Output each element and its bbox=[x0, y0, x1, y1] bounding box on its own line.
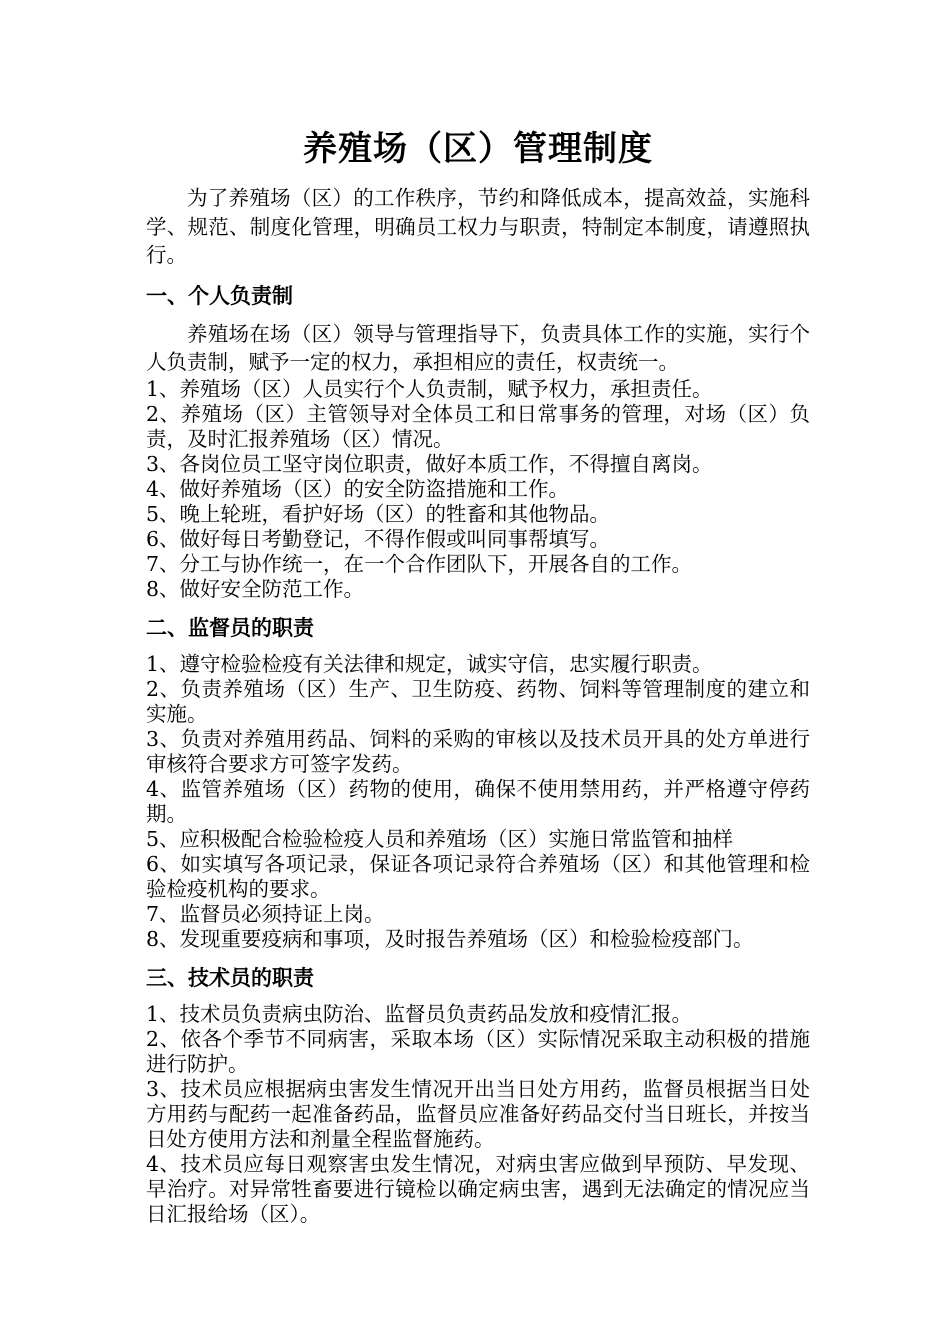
list-item: 1、技术员负责病虫防治、监督员负责药品发放和疫情汇报。 bbox=[146, 1001, 693, 1026]
section-heading: 三、技术员的职责 bbox=[146, 965, 314, 990]
list-item: 2、依各个季节不同病害，采取本场（区）实际情况采取主动积极的措施进行防护。 bbox=[146, 1026, 810, 1076]
section-supervisor-duties bbox=[146, 614, 810, 952]
list-item: 2、养殖场（区）主管领导对全体员工和日常事务的管理，对场（区）负责，及时汇报养殖场（区）情况。 bbox=[146, 401, 810, 451]
list-item: 5、应积极配合检验检疫人员和养殖场（区）实施日常监管和抽样 bbox=[146, 826, 734, 851]
list-item: 4、监管养殖场（区）药物的使用，确保不使用禁用药，并严格遵守停药期。 bbox=[146, 776, 810, 826]
list-item: 5、晚上轮班，看护好场（区）的牲畜和其他物品。 bbox=[146, 501, 611, 526]
list-item: 3、负责对养殖用药品、饲料的采购的审核以及技术员开具的处方单进行审核符合要求方可签字发药。 bbox=[146, 726, 810, 776]
list-item: 1、遵守检验检疫有关法律和规定，诚实守信，忠实履行职责。 bbox=[146, 651, 713, 676]
list-item: 4、技术员应每日观察害虫发生情况，对病虫害应做到早预防、早发现、早治疗。对异常牲畜要进行镜检以确定病虫害，遇到无法确定的情况应当日汇报给场（区）。 bbox=[146, 1151, 810, 1226]
list-item: 8、发现重要疫病和事项，及时报告养殖场（区）和检验检疫部门。 bbox=[146, 926, 754, 951]
list-item: 6、做好每日考勤登记，不得作假或叫同事帮填写。 bbox=[146, 526, 611, 551]
list-item: 3、技术员应根据病虫害发生情况开出当日处方用药，监督员根据当日处方用药与配药一起准备药品，监督员应准备好药品交付当日班长，并按当日处方使用方法和剂量全程监督施药。 bbox=[146, 1076, 810, 1151]
document-title: 养殖场（区）管理制度 bbox=[303, 129, 653, 169]
document-page bbox=[146, 120, 810, 1227]
section-technician-duties bbox=[146, 964, 810, 1227]
list-item: 2、负责养殖场（区）生产、卫生防疫、药物、饲料等管理制度的建立和实施。 bbox=[146, 676, 810, 726]
list-item: 7、分工与协作统一，在一个合作团队下，开展各自的工作。 bbox=[146, 551, 693, 576]
list-item: 4、做好养殖场（区）的安全防盗措施和工作。 bbox=[146, 476, 570, 501]
section-intro: 养殖场在场（区）领导与管理指导下，负责具体工作的实施，实行个人负责制，赋予一定的权力，承担相应的责任，权责统一。 bbox=[146, 321, 810, 374]
document-intro: 为了养殖场（区）的工作秩序，节约和降低成本，提高效益，实施科学、规范、制度化管理，明确员工权力与职责，特制定本制度，请遵照执行。 bbox=[146, 186, 810, 267]
list-item: 6、如实填写各项记录，保证各项记录符合养殖场（区）和其他管理和检验检疫机构的要求。 bbox=[146, 851, 810, 901]
section-heading: 一、个人负责制 bbox=[146, 283, 293, 308]
list-item: 3、各岗位员工坚守岗位职责，做好本质工作，不得擅自离岗。 bbox=[146, 451, 713, 476]
list-item: 7、监督员必须持证上岗。 bbox=[146, 901, 385, 926]
list-item: 1、养殖场（区）人员实行个人负责制，赋予权力，承担责任。 bbox=[146, 376, 713, 401]
section-heading: 二、监督员的职责 bbox=[146, 615, 314, 640]
section-personal-responsibility bbox=[146, 282, 810, 602]
list-item: 8、做好安全防范工作。 bbox=[146, 576, 365, 601]
